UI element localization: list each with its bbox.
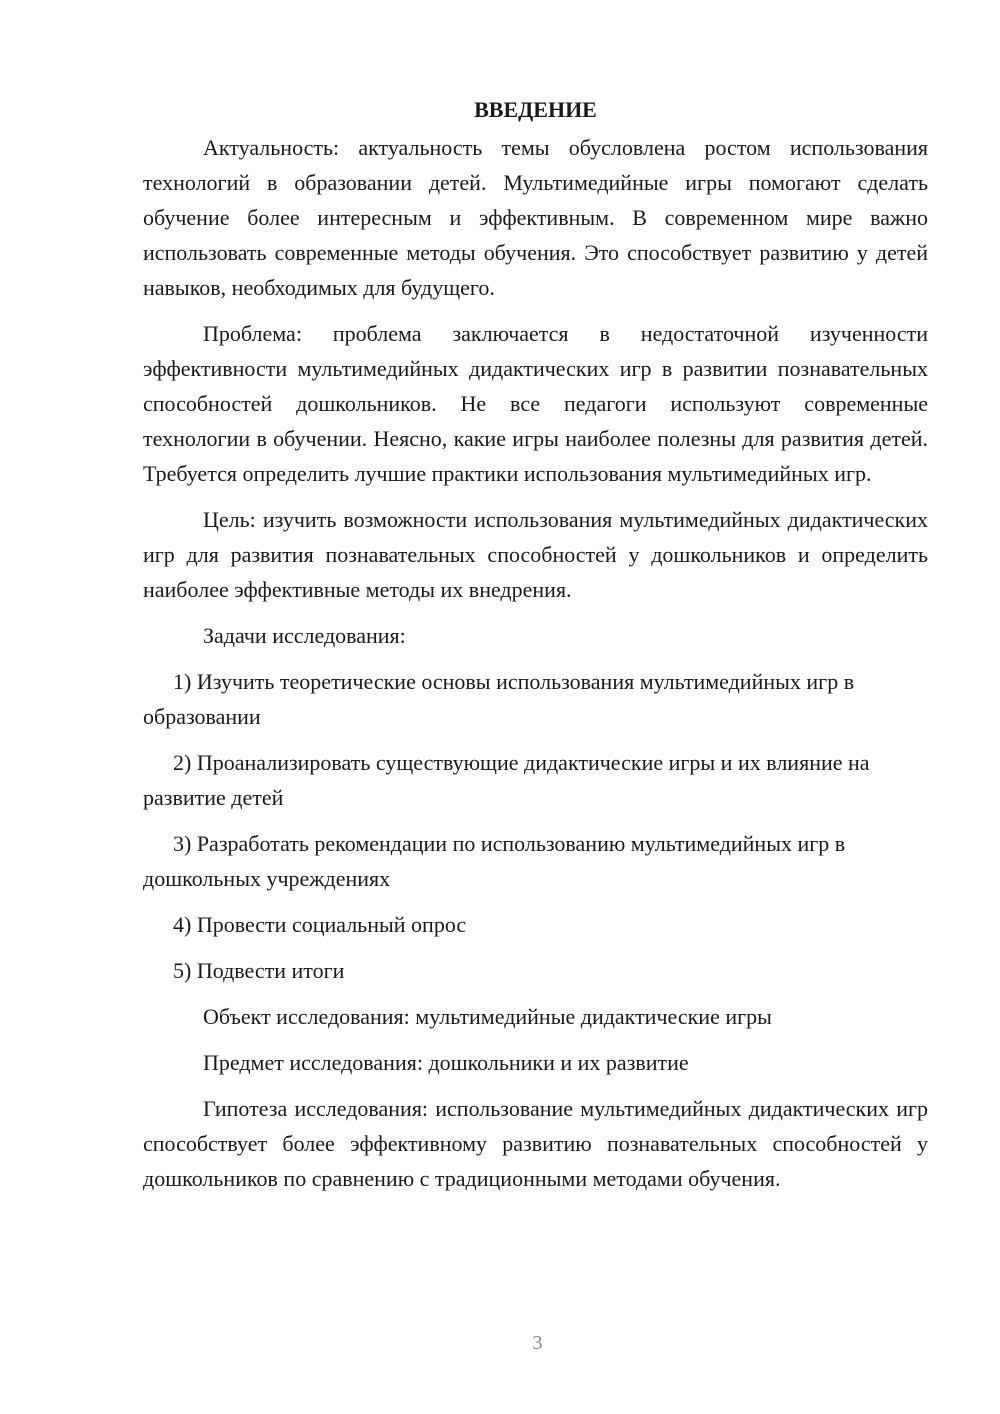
task-item: 2) Проанализировать существующие дидактические игры и их влияние на развитие детей [143, 750, 870, 810]
task-item: 4) Провести социальный опрос [173, 912, 467, 937]
research-subject: Предмет исследования: дошкольники и их развитие [203, 1050, 689, 1075]
task-item: 1) Изучить теоретические основы использования мультимедийных игр в образовании [143, 669, 855, 729]
task-item: 5) Подвести итоги [173, 958, 345, 983]
problem-paragraph: Проблема: проблема заключается в недостаточной изученности эффективности мультимедийных дидактических игр в развитии познавательных способностей дошкольников. Не все педагоги используют современные технологии в обучении. Неясно, какие игры наиболее полезны для развития детей. Требуется определить лучшие практики использования мультимедийных игр. [143, 321, 928, 486]
goal-paragraph: Цель: изучить возможности использования мультимедийных дидактических игр для развития познавательных способностей у дошкольников и определить наиболее эффективные методы их внедрения. [143, 507, 928, 602]
hypothesis-paragraph: Гипотеза исследования: использование мультимедийных дидактических игр способствует более эффективному развитию познавательных способностей у дошкольников по сравнению с традиционными методами обучения. [143, 1096, 928, 1191]
tasks-heading: Задачи исследования: [203, 623, 406, 648]
page-number: 3 [532, 1332, 543, 1354]
relevance-paragraph: Актуальность: актуальность темы обусловлена ростом использования технологий в образовании детей. Мультимедийные игры помогают сделать обучение более интересным и эффективным. В современном мире важно использовать современные методы обучения. Это способствует развитию у детей навыков, необходимых для будущего. [143, 135, 928, 300]
document-page [143, 92, 928, 1207]
task-item: 3) Разработать рекомендации по использованию мультимедийных игр в дошкольных учреждениях [143, 831, 846, 891]
tasks-list [143, 664, 928, 988]
document-title: ВВЕДЕНИЕ [474, 97, 597, 122]
research-object: Объект исследования: мультимедийные дидактические игры [203, 1004, 772, 1029]
